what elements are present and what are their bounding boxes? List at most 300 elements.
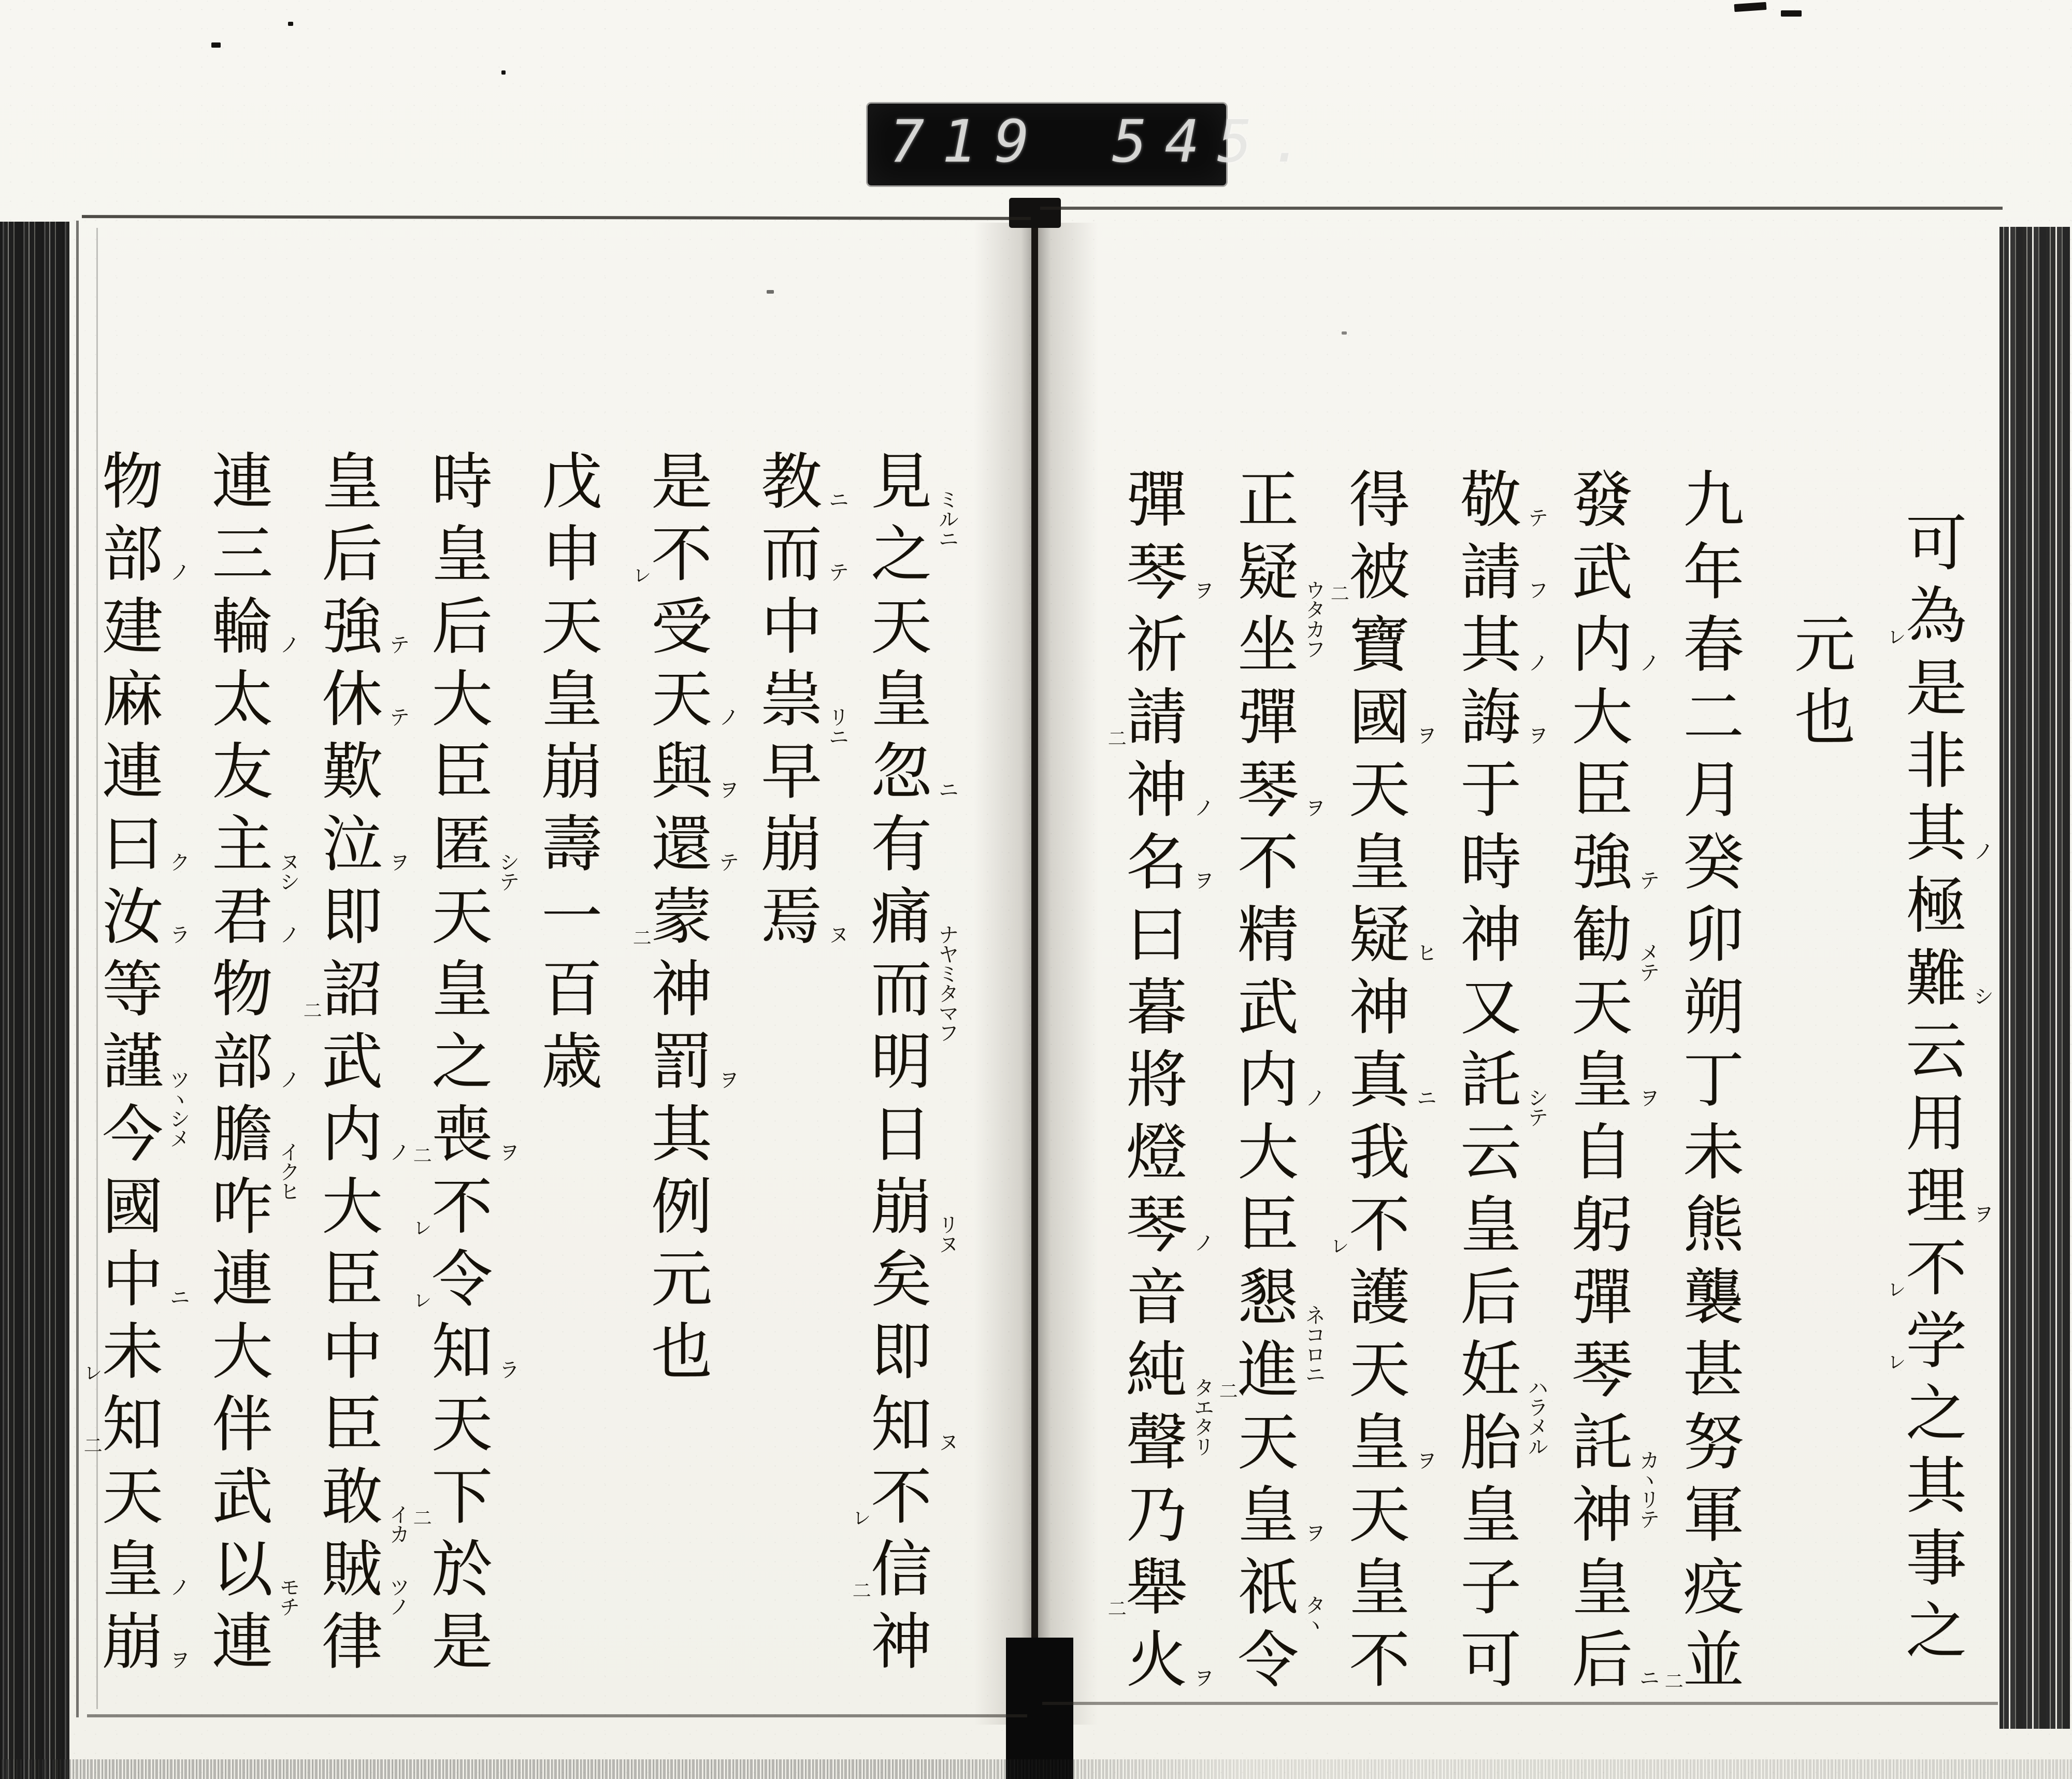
okurigana-mark: ヌ (825, 924, 849, 944)
kanji-cell (1563, 971, 1641, 1044)
kanji-glyph: 賊 (321, 1534, 383, 1605)
kaeriten-mark: 二 (1105, 1599, 1127, 1616)
kanji-glyph: 國 (1348, 682, 1410, 753)
kanji-glyph: 不 (431, 1171, 493, 1242)
kanji-glyph: 不 (651, 518, 712, 590)
kanji-cell (533, 953, 611, 1025)
scanner-bottom-band (0, 1759, 2072, 1779)
kanji-cell (1229, 899, 1307, 971)
kanji-cell (1229, 1624, 1307, 1696)
kanji-cell (862, 590, 940, 663)
kanji-glyph: 自 (1571, 1117, 1633, 1188)
kanji-cell (1229, 609, 1307, 681)
kanji-glyph: 内 (321, 1098, 383, 1170)
kaeriten-mark: レ (630, 566, 652, 583)
kanji-cell (423, 735, 501, 808)
kanji-glyph: 之 (431, 1026, 493, 1097)
kanji-cell (1675, 1189, 1752, 1261)
kanji-cell (1229, 1116, 1307, 1189)
spine-bottom-clip (1006, 1638, 1073, 1779)
okurigana-mark: ヲ (1302, 797, 1326, 817)
kanji-glyph: 輪 (211, 591, 273, 662)
kanji-cell (533, 445, 611, 518)
kanji-glyph: 真 (1348, 1044, 1410, 1116)
okurigana-mark: ラ (166, 924, 190, 944)
kanji-cell (1229, 754, 1326, 826)
kanji-cell (1675, 1116, 1752, 1189)
kanji-glyph: 神 (870, 1606, 932, 1677)
kanji-cell (1118, 754, 1214, 826)
kanji-cell (1452, 754, 1530, 826)
kanji-cell (300, 953, 391, 1025)
kanji-cell (533, 735, 611, 808)
kanji-glyph: 而 (870, 953, 932, 1025)
kanji-cell (1563, 1189, 1641, 1261)
kanji-glyph: 喪 (431, 1098, 493, 1170)
kanji-glyph: 甚 (1682, 1334, 1744, 1406)
kanji-cell (410, 1460, 501, 1533)
kanji-glyph: 皇 (1460, 1479, 1521, 1551)
kanji-cell (1675, 1406, 1752, 1479)
kanji-glyph: 丁 (1682, 1044, 1744, 1116)
kanji-glyph: 疑 (1237, 537, 1299, 608)
okurigana-mark: ネコロニ (1302, 1305, 1326, 1383)
kanji-cell (1341, 681, 1437, 754)
kanji-cell (94, 1170, 171, 1243)
kanji-glyph: 信 (870, 1534, 932, 1605)
kanji-cell (1452, 536, 1548, 609)
kanji-cell (1563, 1551, 1641, 1624)
kanji-glyph: 不 (1237, 827, 1299, 898)
ink-speck (501, 70, 506, 75)
kanji-glyph: 神 (1571, 1479, 1633, 1551)
left-page-bottom-edge (87, 1714, 1027, 1717)
ink-speck (767, 290, 774, 294)
kanji-cell (630, 518, 721, 590)
kanji-glyph: 大 (1571, 682, 1633, 753)
okurigana-mark: ヲ (715, 779, 739, 799)
okurigana-mark: ハラメル (1524, 1377, 1548, 1456)
kanji-cell (1341, 1479, 1418, 1551)
kanji-glyph: 琴 (1126, 1189, 1187, 1261)
kanji-glyph: 之 (870, 518, 932, 590)
okurigana-mark: ヲ (1190, 580, 1214, 599)
kanji-glyph: 祇 (1237, 1552, 1299, 1623)
kanji-glyph: 君 (211, 881, 273, 952)
kanji-glyph: 神 (651, 953, 712, 1025)
kanji-glyph: 皇 (1348, 1407, 1410, 1478)
kanji-cell (1563, 899, 1660, 981)
kanji-glyph: 壽 (541, 808, 602, 880)
kanji-glyph: 理 (1905, 1160, 1967, 1232)
kanji-glyph: 軍 (1682, 1479, 1744, 1551)
kanji-glyph: 不 (1348, 1624, 1410, 1696)
kanji-cell (643, 1243, 721, 1315)
text-column (78, 445, 190, 1678)
okurigana-mark: ヲ (1302, 1522, 1326, 1542)
kanji-cell (204, 1388, 281, 1460)
kanji-glyph: 太 (211, 663, 273, 735)
kanji-cell (1452, 464, 1548, 536)
kanji-cell (1341, 1551, 1418, 1624)
kaeriten-mark: 二 (81, 1436, 103, 1453)
kanji-glyph: 天 (1348, 754, 1410, 826)
okurigana-mark: ツノ (386, 1576, 410, 1616)
kanji-cell (313, 1243, 391, 1315)
kanji-glyph: 皇 (541, 663, 602, 735)
kanji-cell (1452, 609, 1548, 681)
kanji-cell (423, 663, 501, 735)
kanji-glyph: 友 (211, 736, 273, 807)
kanji-glyph: 麻 (102, 663, 163, 735)
kanji-cell (1675, 1479, 1752, 1551)
okurigana-mark: リニ (825, 706, 849, 746)
kanji-glyph: 我 (1348, 1117, 1410, 1188)
kanji-glyph: 忽 (870, 736, 932, 807)
kanji-glyph: 天 (651, 663, 712, 735)
okurigana-mark: ク (166, 851, 190, 871)
kanji-glyph: 歳 (541, 1026, 602, 1097)
kanji-cell (862, 953, 940, 1025)
okurigana-mark: ノ (715, 706, 739, 726)
kanji-glyph: 敢 (321, 1461, 383, 1532)
kanji-glyph: 后 (1571, 1624, 1633, 1696)
kanji-cell (423, 808, 520, 891)
kanji-cell (423, 1025, 501, 1098)
kanji-cell (1452, 971, 1530, 1044)
right-page-bottom-edge (1042, 1702, 1998, 1705)
okurigana-mark: モチ (276, 1576, 300, 1616)
kanji-cell (1452, 1479, 1530, 1551)
kanji-glyph: 于 (1460, 754, 1521, 826)
kaeriten-mark: レ (1884, 1280, 1906, 1297)
kanji-cell (94, 663, 171, 735)
kanji-cell (313, 518, 391, 590)
kanji-cell (1341, 609, 1418, 681)
kanji-cell (94, 953, 171, 1025)
kanji-glyph: 蒙 (651, 881, 712, 952)
ink-speck (288, 22, 293, 26)
okurigana-mark: ナヤミタマフ (935, 924, 959, 1042)
kanji-glyph: 為 (1905, 580, 1967, 652)
okurigana-mark: テ (386, 634, 410, 654)
kanji-glyph: 令 (1237, 1624, 1299, 1696)
okurigana-mark: ニ (1413, 1087, 1437, 1107)
kanji-cell (753, 880, 849, 953)
kanji-cell (1341, 971, 1418, 1044)
kanji-cell (533, 518, 611, 590)
kanji-glyph: 神 (1126, 754, 1187, 826)
kanji-cell (94, 1098, 171, 1170)
kanji-glyph: 努 (1682, 1407, 1744, 1478)
kanji-glyph: 崩 (541, 736, 602, 807)
okurigana-mark: タエタリ (1190, 1377, 1214, 1456)
okurigana-mark: ヲ (1413, 1450, 1437, 1469)
kanji-glyph: 痛 (870, 881, 932, 952)
kanji-glyph: 春 (1682, 609, 1744, 681)
okurigana-mark: タヽ (1302, 1595, 1326, 1634)
kanji-cell (1452, 1624, 1530, 1696)
kanji-cell (1452, 681, 1548, 754)
kanji-cell (1452, 1044, 1548, 1126)
kanji-cell (1452, 1551, 1530, 1624)
kanji-glyph: 卯 (1682, 899, 1744, 971)
kanji-cell (1328, 1189, 1418, 1261)
okurigana-mark: ヒ (1413, 942, 1437, 962)
kaeriten-mark: レ (1884, 627, 1906, 645)
kanji-glyph: 子 (1460, 1552, 1521, 1623)
ink-speck (1781, 10, 1802, 17)
kanji-glyph: 三 (211, 518, 273, 590)
kanji-glyph: 詔 (321, 953, 383, 1025)
kanji-glyph: 大 (1237, 1117, 1299, 1188)
kanji-cell (753, 663, 849, 746)
kanji-cell (753, 518, 849, 590)
kanji-cell (1897, 507, 1975, 580)
okurigana-mark: ヲ (1636, 1087, 1660, 1107)
kanji-cell (313, 1170, 391, 1243)
kanji-glyph: 朔 (1682, 972, 1744, 1043)
kanji-cell (533, 808, 611, 880)
kanji-glyph: 崩 (870, 1171, 932, 1242)
kanji-cell (204, 735, 281, 808)
kanji-glyph: 用 (1905, 1088, 1967, 1159)
kanji-cell (1229, 971, 1307, 1044)
spine-top-shadow (1009, 198, 1061, 228)
text-column (1771, 609, 1879, 754)
kanji-cell (423, 953, 501, 1025)
kanji-glyph: 敬 (1460, 464, 1521, 536)
kanji-cell (94, 880, 190, 953)
kanji-glyph: 琴 (1571, 1334, 1633, 1406)
kanji-cell (862, 808, 940, 880)
kanji-glyph: 今 (102, 1098, 163, 1170)
kanji-cell (1118, 971, 1196, 1044)
kanji-glyph: 連 (102, 736, 163, 807)
kanji-glyph: 武 (1571, 537, 1633, 608)
okurigana-mark: ノ (166, 1576, 190, 1596)
okurigana-mark: ノ (1970, 841, 1994, 860)
kanji-cell (1118, 1044, 1196, 1116)
kanji-cell (204, 445, 281, 518)
okurigana-mark: テ (1636, 870, 1660, 889)
text-column (1214, 464, 1326, 1696)
kanji-glyph: 皇 (431, 953, 493, 1025)
kanji-cell (1897, 1377, 1975, 1450)
frame-counter-right-digits: 545. (1112, 108, 1322, 176)
kanji-cell (94, 808, 190, 880)
kaeriten-mark: 二 (1216, 1381, 1238, 1399)
okurigana-mark: ニ (166, 1286, 190, 1306)
kanji-cell (1675, 536, 1752, 609)
kanji-cell (94, 1533, 190, 1606)
kanji-cell (1675, 754, 1752, 826)
kanji-cell (643, 808, 739, 880)
kanji-cell (850, 1533, 940, 1606)
kaeriten-mark: レ (410, 1218, 432, 1236)
kanji-glyph: 伴 (211, 1389, 273, 1460)
kanji-glyph: 時 (431, 446, 493, 517)
kanji-glyph: 皇 (1571, 1552, 1633, 1623)
kanji-cell (753, 590, 830, 663)
text-column (1548, 464, 1660, 1696)
kanji-glyph: 申 (541, 518, 602, 590)
text-column (408, 445, 520, 1678)
okurigana-mark: ノ (276, 924, 300, 944)
kanji-glyph: 武 (211, 1461, 273, 1532)
kanji-cell (1897, 942, 1994, 1015)
kanji-glyph: 后 (321, 518, 383, 590)
kanji-glyph: 汝 (102, 881, 163, 952)
kanji-glyph: 是 (1905, 653, 1967, 724)
kanji-cell (1897, 1160, 1994, 1232)
kanji-cell (94, 1243, 190, 1315)
kanji-glyph: 之 (1905, 1595, 1967, 1667)
kanji-glyph: 歎 (321, 736, 383, 807)
kanji-cell (313, 735, 391, 808)
kanji-cell (753, 445, 849, 518)
kanji-glyph: 強 (321, 591, 383, 662)
kanji-glyph: 被 (1348, 537, 1410, 608)
kanji-glyph: 其 (651, 1098, 712, 1170)
kanji-glyph: 内 (1237, 1044, 1299, 1116)
okurigana-mark: ヌ (935, 1431, 959, 1451)
kanji-glyph: 是 (651, 446, 712, 517)
kanji-glyph: 例 (651, 1171, 712, 1242)
kanji-cell (850, 1460, 940, 1533)
kanji-cell (1118, 1334, 1214, 1456)
okurigana-mark: ヲ (715, 1069, 739, 1089)
kanji-glyph: 天 (431, 1389, 493, 1460)
kanji-cell (204, 1170, 281, 1243)
kanji-glyph: 百 (541, 953, 602, 1025)
kanji-glyph: 勧 (1571, 899, 1633, 971)
kanji-glyph: 后 (431, 591, 493, 662)
kanji-glyph: 也 (651, 1316, 712, 1387)
kanji-glyph: 律 (321, 1606, 383, 1677)
kanji-glyph: 難 (1905, 943, 1967, 1014)
kanji-glyph: 火 (1126, 1624, 1187, 1696)
kanji-cell (1105, 1551, 1196, 1624)
kanji-cell (1229, 1044, 1326, 1116)
kanji-glyph: 未 (102, 1316, 163, 1387)
okurigana-mark: シテ (1524, 1087, 1548, 1126)
kanji-cell (1118, 826, 1214, 899)
okurigana-mark: ヲ (496, 1141, 520, 1161)
kaeriten-mark: レ (410, 1291, 432, 1308)
kanji-glyph: 連 (211, 1243, 273, 1315)
kanji-glyph: 部 (102, 518, 163, 590)
kanji-cell (1897, 1522, 1975, 1595)
kanji-glyph: 祈 (1126, 609, 1187, 681)
kanji-glyph: 胎 (1460, 1407, 1521, 1478)
kanji-glyph: 進 (1237, 1334, 1299, 1406)
kanji-cell (753, 808, 830, 880)
okurigana-mark: ラ (496, 1359, 520, 1379)
kanji-glyph: 妊 (1460, 1334, 1521, 1406)
okurigana-mark: ノ (386, 1141, 410, 1161)
text-column (737, 445, 849, 953)
kanji-glyph: 熊 (1682, 1189, 1744, 1261)
kanji-cell (1884, 580, 1975, 652)
kanji-cell (204, 808, 300, 891)
kanji-glyph: 知 (431, 1316, 493, 1387)
text-column (847, 445, 959, 1678)
kanji-glyph: 中 (102, 1243, 163, 1315)
kanji-glyph: 不 (870, 1461, 932, 1532)
kanji-cell (1563, 609, 1660, 681)
okurigana-mark: カヽリテ (1636, 1450, 1660, 1528)
kanji-cell (643, 1315, 721, 1388)
kanji-cell (1675, 899, 1752, 971)
okurigana-mark: フ (1524, 580, 1548, 599)
kanji-glyph: 天 (541, 591, 602, 662)
kanji-cell (1452, 1406, 1530, 1479)
kanji-cell (423, 1388, 501, 1460)
kanji-glyph: 其 (1460, 609, 1521, 681)
okurigana-mark: ウタカフ (1302, 580, 1326, 658)
kanji-cell (423, 518, 501, 590)
kanji-cell (423, 880, 501, 953)
kanji-cell (1675, 681, 1752, 754)
kanji-glyph: 彈 (1237, 682, 1299, 753)
kanji-cell (313, 1606, 391, 1678)
kanji-cell (643, 953, 721, 1025)
kanji-glyph: 天 (1237, 1407, 1299, 1478)
kanji-glyph: 琴 (1237, 754, 1299, 826)
kanji-cell (533, 880, 611, 953)
kanji-cell (1341, 1406, 1437, 1479)
okurigana-mark: ツヽシメ (166, 1069, 190, 1148)
kanji-cell (1884, 1232, 1975, 1305)
kanji-cell (423, 590, 501, 663)
kanji-glyph: 音 (1126, 1262, 1187, 1333)
kanji-glyph: 天 (870, 591, 932, 662)
ink-speck (1342, 331, 1347, 335)
kanji-cell (862, 1098, 940, 1170)
kanji-cell (94, 518, 190, 590)
kanji-cell (94, 1460, 171, 1533)
kanji-glyph: 二 (1682, 682, 1744, 753)
kanji-cell (1118, 1624, 1214, 1696)
kanji-glyph: 学 (1905, 1305, 1967, 1377)
right-page-top-edge (1040, 207, 2003, 210)
page-stack-edge-right (1999, 227, 2070, 1729)
kanji-glyph: 懇 (1237, 1262, 1299, 1333)
kanji-cell (94, 445, 171, 518)
kanji-glyph: 極 (1905, 870, 1967, 942)
kanji-cell (204, 1533, 300, 1616)
kanji-cell (1341, 1116, 1418, 1189)
kanji-glyph: 坐 (1237, 609, 1299, 681)
kanji-glyph: 還 (651, 808, 712, 880)
kanji-glyph: 精 (1237, 899, 1299, 971)
kanji-glyph: 物 (211, 953, 273, 1025)
kanji-cell (1118, 1261, 1196, 1334)
kanji-glyph: 天 (1571, 972, 1633, 1043)
kanji-cell (204, 1098, 300, 1201)
kanji-cell (1341, 826, 1418, 899)
kanji-glyph: 是 (431, 1606, 493, 1677)
kanji-glyph: 皇 (1460, 1189, 1521, 1261)
kanji-cell (1118, 1116, 1196, 1189)
kanji-glyph: 大 (211, 1316, 273, 1387)
kanji-cell (1563, 1116, 1641, 1189)
kanji-cell (81, 1315, 171, 1388)
kanji-glyph: 可 (1905, 508, 1967, 579)
kanji-glyph: 疑 (1348, 899, 1410, 971)
kanji-glyph: 崩 (760, 808, 822, 880)
